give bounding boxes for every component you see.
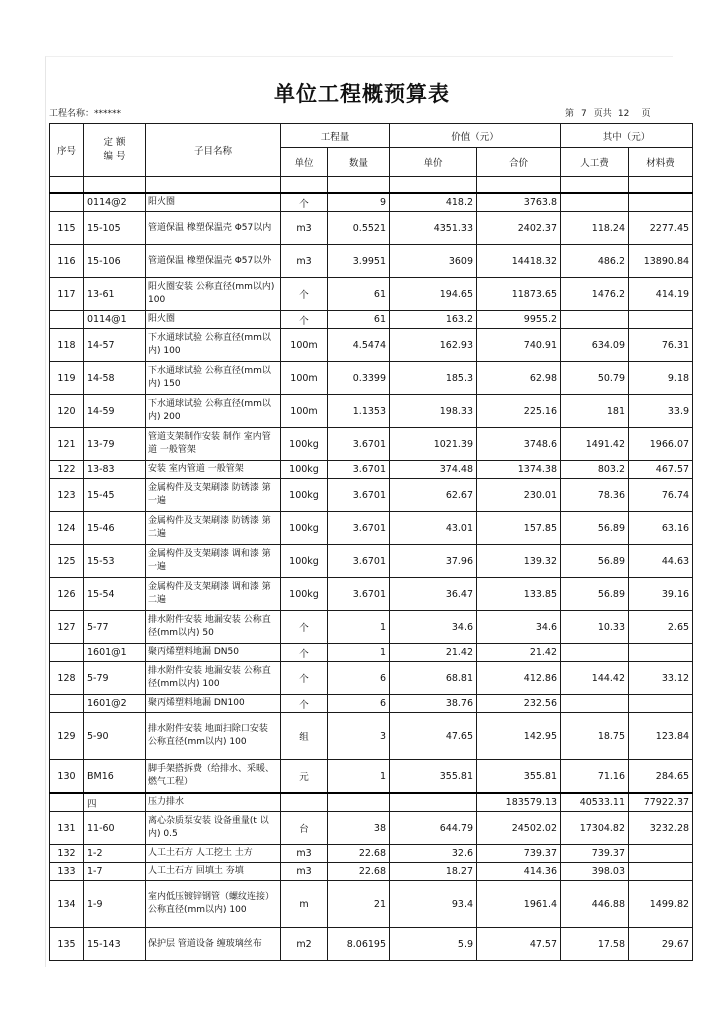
cell-unit: m3: [281, 212, 328, 245]
cell-code: 11-60: [84, 812, 146, 845]
cell-total: 739.37: [477, 845, 561, 863]
cell-seq: [50, 793, 84, 812]
header-value-group: 价值（元）: [390, 124, 561, 148]
cell-code: 13-61: [84, 278, 146, 311]
cell-material: [629, 193, 693, 212]
cell-code: 5-90: [84, 713, 146, 760]
cell-code: 四: [84, 793, 146, 812]
cell-seq: 128: [50, 662, 84, 695]
table-row: [50, 212, 693, 245]
cell-material: 33.12: [629, 662, 693, 695]
table-row: [50, 177, 693, 194]
cell-name: 管道保温 橡塑保温壳 Φ57以外: [146, 245, 281, 278]
cell-qty: 1: [328, 760, 390, 794]
cell-code: 15-46: [84, 512, 146, 545]
cell-unit: 个: [281, 695, 328, 713]
cell-total: 133.85: [477, 578, 561, 611]
cell-unit-price: 62.67: [390, 479, 477, 512]
cell-unit: 100m: [281, 329, 328, 362]
cell-material: 76.31: [629, 329, 693, 362]
cell-material: 284.65: [629, 760, 693, 794]
table-row: [50, 329, 693, 362]
cell-unit-price: 4351.33: [390, 212, 477, 245]
cell-code: 0114@2: [84, 193, 146, 212]
cell-qty: 0.3399: [328, 362, 390, 395]
cell-unit-price: 355.81: [390, 760, 477, 794]
cell-material: 77922.37: [629, 793, 693, 812]
cell-name: 金属构件及支架刷漆 防锈漆 第一遍: [146, 479, 281, 512]
cell-qty: 6: [328, 662, 390, 695]
cell-name: 保护层 管道设备 缠玻璃丝布: [146, 928, 281, 961]
cell-unit: 组: [281, 713, 328, 760]
cell-code: 15-106: [84, 245, 146, 278]
cell-unit-price: 32.6: [390, 845, 477, 863]
cell-unit-price: 37.96: [390, 545, 477, 578]
cell-seq: 134: [50, 881, 84, 928]
cell-unit: 个: [281, 278, 328, 311]
cell-total: 21.42: [477, 644, 561, 662]
cell-labor: 144.42: [561, 662, 629, 695]
header-labor: 人工费: [561, 148, 629, 177]
cell-seq: 125: [50, 545, 84, 578]
cell-code: 15-143: [84, 928, 146, 961]
cell-qty: 1: [328, 644, 390, 662]
cell-unit-price: 36.47: [390, 578, 477, 611]
cell-total: 11873.65: [477, 278, 561, 311]
cell-code: 15-45: [84, 479, 146, 512]
cell-total: 2402.37: [477, 212, 561, 245]
cell-unit-price: 374.48: [390, 461, 477, 479]
cell-unit-price: 185.3: [390, 362, 477, 395]
cell-total: 62.98: [477, 362, 561, 395]
header-among-group: 其中（元）: [561, 124, 693, 148]
header-unit: 单位: [281, 148, 328, 177]
cell-unit: 台: [281, 812, 328, 845]
cell-code: 13-79: [84, 428, 146, 461]
cell-unit-price: 644.79: [390, 812, 477, 845]
cell-total: [477, 177, 561, 194]
cell-code: 13-83: [84, 461, 146, 479]
cell-seq: 118: [50, 329, 84, 362]
cell-material: [629, 695, 693, 713]
cell-qty: 38: [328, 812, 390, 845]
cell-unit: [281, 177, 328, 194]
cell-total: 139.32: [477, 545, 561, 578]
project-name-label: 工程名称：******: [49, 109, 122, 119]
cell-unit-price: 68.81: [390, 662, 477, 695]
cell-labor: 40533.11: [561, 793, 629, 812]
table-row: [50, 662, 693, 695]
cell-unit-price: 5.9: [390, 928, 477, 961]
cell-unit: 个: [281, 662, 328, 695]
cell-code: 1601@2: [84, 695, 146, 713]
cell-code: BM16: [84, 760, 146, 794]
table-row: [50, 245, 693, 278]
cell-material: 76.74: [629, 479, 693, 512]
cell-qty: 61: [328, 278, 390, 311]
cell-labor: 18.75: [561, 713, 629, 760]
cell-unit-price: 38.76: [390, 695, 477, 713]
cell-unit: 100m: [281, 395, 328, 428]
cell-qty: 0.5521: [328, 212, 390, 245]
cell-qty: 4.5474: [328, 329, 390, 362]
cell-code: 1-9: [84, 881, 146, 928]
page-label-prefix: 第: [565, 109, 575, 119]
cell-qty: 3.6701: [328, 479, 390, 512]
table-row: [50, 793, 693, 812]
cell-material: 2.65: [629, 611, 693, 644]
cell-unit: 100kg: [281, 578, 328, 611]
cell-seq: [50, 695, 84, 713]
cell-total: 225.16: [477, 395, 561, 428]
table-row: [50, 545, 693, 578]
header-qty: 数量: [328, 148, 390, 177]
table-row: [50, 278, 693, 311]
cell-unit: 100m: [281, 362, 328, 395]
cell-labor: 10.33: [561, 611, 629, 644]
cell-seq: 116: [50, 245, 84, 278]
cell-unit: m: [281, 881, 328, 928]
cell-qty: 1.1353: [328, 395, 390, 428]
cell-name: 下水通球试验 公称直径(mm以内) 100: [146, 329, 281, 362]
cell-name: 聚丙烯塑料地漏 DN50: [146, 644, 281, 662]
cell-unit-price: 47.65: [390, 713, 477, 760]
cell-labor: 56.89: [561, 545, 629, 578]
cell-unit-price: 163.2: [390, 311, 477, 329]
table-row: [50, 428, 693, 461]
table-row: [50, 395, 693, 428]
cell-labor: 17.58: [561, 928, 629, 961]
page-label-mid: 页共: [593, 109, 612, 119]
cell-unit: 个: [281, 611, 328, 644]
table-row: [50, 512, 693, 545]
page-total: 12: [617, 109, 630, 119]
table-row: [50, 863, 693, 881]
cell-unit: [281, 793, 328, 812]
cell-material: 123.84: [629, 713, 693, 760]
cell-seq: 135: [50, 928, 84, 961]
cell-unit: m3: [281, 845, 328, 863]
cell-seq: 117: [50, 278, 84, 311]
cell-labor: 56.89: [561, 512, 629, 545]
cell-name: 阳火圈: [146, 311, 281, 329]
cell-name: 金属构件及支架刷漆 防锈漆 第二遍: [146, 512, 281, 545]
cell-seq: 133: [50, 863, 84, 881]
cell-labor: [561, 311, 629, 329]
cell-name: 排水附件安装 地漏安装 公称直径(mm以内) 50: [146, 611, 281, 644]
header-row-1: [50, 124, 693, 148]
cell-qty: 3.6701: [328, 512, 390, 545]
cell-qty: 3.6701: [328, 428, 390, 461]
cell-name: 管道支架制作安装 制作 室内管道 一般管架: [146, 428, 281, 461]
cell-material: 3232.28: [629, 812, 693, 845]
cell-name: 阳火圈: [146, 193, 281, 212]
cell-seq: 123: [50, 479, 84, 512]
cell-unit-price: 194.65: [390, 278, 477, 311]
cell-seq: 122: [50, 461, 84, 479]
cell-labor: 446.88: [561, 881, 629, 928]
cell-labor: [561, 695, 629, 713]
cell-seq: 131: [50, 812, 84, 845]
cell-qty: 22.68: [328, 845, 390, 863]
cell-total: 3748.6: [477, 428, 561, 461]
cell-material: 1966.07: [629, 428, 693, 461]
cell-code: 14-58: [84, 362, 146, 395]
cell-unit: 100kg: [281, 512, 328, 545]
cell-code: 1601@1: [84, 644, 146, 662]
cell-unit: 个: [281, 311, 328, 329]
cell-seq: [50, 193, 84, 212]
table-row: [50, 760, 693, 794]
cell-total: 230.01: [477, 479, 561, 512]
table-row: [50, 845, 693, 863]
cell-name: 下水通球试验 公称直径(mm以内) 200: [146, 395, 281, 428]
cell-total: 9955.2: [477, 311, 561, 329]
table-row: [50, 578, 693, 611]
table-row: [50, 644, 693, 662]
table-row: [50, 928, 693, 961]
cell-material: 29.67: [629, 928, 693, 961]
table-row: [50, 479, 693, 512]
cell-unit-price: 18.27: [390, 863, 477, 881]
cell-name: 人工土石方 回填土 夯填: [146, 863, 281, 881]
cell-total: 412.86: [477, 662, 561, 695]
cell-labor: 56.89: [561, 578, 629, 611]
cell-qty: 3.6701: [328, 545, 390, 578]
cell-qty: 3.6701: [328, 461, 390, 479]
cell-seq: [50, 177, 84, 194]
cell-labor: 1491.42: [561, 428, 629, 461]
cell-code: [84, 177, 146, 194]
cell-unit-price: 3609: [390, 245, 477, 278]
cell-code: 14-59: [84, 395, 146, 428]
cell-code: 15-53: [84, 545, 146, 578]
cell-seq: 120: [50, 395, 84, 428]
table-row: [50, 362, 693, 395]
cell-material: [629, 177, 693, 194]
cell-total: 355.81: [477, 760, 561, 794]
cell-code: 5-77: [84, 611, 146, 644]
cell-total: 157.85: [477, 512, 561, 545]
cell-labor: 1476.2: [561, 278, 629, 311]
cell-qty: 22.68: [328, 863, 390, 881]
document-title: 单位工程概预算表: [274, 82, 450, 106]
cell-total: 740.91: [477, 329, 561, 362]
cell-name: 室内低压镀锌钢管（螺纹连接）公称直径(mm以内) 100: [146, 881, 281, 928]
cell-qty: 3.9951: [328, 245, 390, 278]
page-label-suffix: 页: [641, 109, 651, 119]
cell-name: 金属构件及支架刷漆 调和漆 第一遍: [146, 545, 281, 578]
cell-name: 安装 室内管道 一般管架: [146, 461, 281, 479]
cell-labor: 803.2: [561, 461, 629, 479]
cell-code: 1-7: [84, 863, 146, 881]
cell-unit: 100kg: [281, 479, 328, 512]
cell-material: 63.16: [629, 512, 693, 545]
cell-labor: 118.24: [561, 212, 629, 245]
cell-code: 1-2: [84, 845, 146, 863]
table-row: [50, 611, 693, 644]
cell-name: [146, 177, 281, 194]
cell-unit-price: 162.93: [390, 329, 477, 362]
cell-name: 人工土石方 人工挖土 土方: [146, 845, 281, 863]
cell-unit-price: 34.6: [390, 611, 477, 644]
header-material: 材料费: [629, 148, 693, 177]
cell-unit-price: [390, 793, 477, 812]
cell-unit: 个: [281, 644, 328, 662]
cell-code: 14-57: [84, 329, 146, 362]
cell-labor: [561, 193, 629, 212]
cell-unit-price: 93.4: [390, 881, 477, 928]
header-total: 合价: [477, 148, 561, 177]
cell-unit: 元: [281, 760, 328, 794]
header-code: 定 额 编 号: [84, 124, 146, 177]
page-indicator: [565, 106, 651, 119]
table-row: [50, 461, 693, 479]
cell-qty: [328, 793, 390, 812]
cell-name: 离心杂质泵安装 设备重量(t 以内) 0.5: [146, 812, 281, 845]
cell-qty: [328, 177, 390, 194]
cell-total: 3763.8: [477, 193, 561, 212]
cell-seq: 115: [50, 212, 84, 245]
cell-unit: m3: [281, 245, 328, 278]
cell-labor: 181: [561, 395, 629, 428]
cell-material: 33.9: [629, 395, 693, 428]
cell-total: 414.36: [477, 863, 561, 881]
cell-material: 467.57: [629, 461, 693, 479]
cell-total: 47.57: [477, 928, 561, 961]
cell-code: 15-105: [84, 212, 146, 245]
cell-total: 232.56: [477, 695, 561, 713]
cell-material: [629, 845, 693, 863]
cell-material: 414.19: [629, 278, 693, 311]
cell-qty: 61: [328, 311, 390, 329]
cell-seq: 124: [50, 512, 84, 545]
cell-labor: 17304.82: [561, 812, 629, 845]
cell-seq: [50, 311, 84, 329]
cell-total: 34.6: [477, 611, 561, 644]
cell-material: 2277.45: [629, 212, 693, 245]
cell-total: 24502.02: [477, 812, 561, 845]
cell-labor: 50.79: [561, 362, 629, 395]
cell-unit: 个: [281, 193, 328, 212]
cell-code: 5-79: [84, 662, 146, 695]
cell-code: 0114@1: [84, 311, 146, 329]
cell-unit-price: 418.2: [390, 193, 477, 212]
table-row: [50, 812, 693, 845]
cell-material: [629, 644, 693, 662]
cell-name: 脚手架搭拆费（给排水、采暖、燃气工程）: [146, 760, 281, 794]
cell-material: [629, 311, 693, 329]
cell-name: 阳火圈安装 公称直径(mm以内) 100: [146, 278, 281, 311]
cell-name: 压力排水: [146, 793, 281, 812]
cell-seq: 130: [50, 760, 84, 794]
cell-seq: [50, 644, 84, 662]
cell-qty: 9: [328, 193, 390, 212]
cell-qty: 8.06195: [328, 928, 390, 961]
cell-qty: 3: [328, 713, 390, 760]
cell-qty: 21: [328, 881, 390, 928]
cell-name: 排水附件安装 地面扫除口安装 公称直径(mm以内) 100: [146, 713, 281, 760]
cell-labor: 486.2: [561, 245, 629, 278]
cell-qty: 1: [328, 611, 390, 644]
table-row: [50, 193, 693, 212]
cell-seq: 127: [50, 611, 84, 644]
cell-total: 183579.13: [477, 793, 561, 812]
cell-seq: 126: [50, 578, 84, 611]
table-row: [50, 695, 693, 713]
cell-qty: 3.6701: [328, 578, 390, 611]
page-current: 7: [581, 109, 587, 119]
header-seq: 序号: [50, 124, 84, 177]
cell-labor: 739.37: [561, 845, 629, 863]
cell-labor: 398.03: [561, 863, 629, 881]
cell-material: 44.63: [629, 545, 693, 578]
cell-name: 管道保温 橡塑保温壳 Φ57以内: [146, 212, 281, 245]
cell-unit-price: [390, 177, 477, 194]
cell-material: 13890.84: [629, 245, 693, 278]
cell-labor: [561, 644, 629, 662]
cell-seq: 119: [50, 362, 84, 395]
table-row: [50, 311, 693, 329]
cell-unit: 100kg: [281, 428, 328, 461]
table-row: [50, 713, 693, 760]
cell-labor: [561, 177, 629, 194]
header-name: 子目名称: [146, 124, 281, 177]
cell-unit-price: 198.33: [390, 395, 477, 428]
cell-qty: 6: [328, 695, 390, 713]
cell-material: 39.16: [629, 578, 693, 611]
cell-unit-price: 1021.39: [390, 428, 477, 461]
cell-seq: 132: [50, 845, 84, 863]
cell-total: 142.95: [477, 713, 561, 760]
header-unit-price: 单价: [390, 148, 477, 177]
cell-total: 14418.32: [477, 245, 561, 278]
cell-material: 1499.82: [629, 881, 693, 928]
cell-unit: 100kg: [281, 545, 328, 578]
table-row: [50, 881, 693, 928]
header-quantity-group: 工程量: [281, 124, 390, 148]
estimate-table: [49, 123, 693, 961]
cell-name: 排水附件安装 地漏安装 公称直径(mm以内) 100: [146, 662, 281, 695]
cell-total: 1374.38: [477, 461, 561, 479]
cell-material: 9.18: [629, 362, 693, 395]
cell-seq: 121: [50, 428, 84, 461]
cell-unit-price: 21.42: [390, 644, 477, 662]
cell-total: 1961.4: [477, 881, 561, 928]
cell-unit: 100kg: [281, 461, 328, 479]
cell-unit-price: 43.01: [390, 512, 477, 545]
cell-unit: m3: [281, 863, 328, 881]
cell-code: 15-54: [84, 578, 146, 611]
table-body: [50, 177, 693, 961]
cell-name: 聚丙烯塑料地漏 DN100: [146, 695, 281, 713]
cell-material: [629, 863, 693, 881]
cell-unit: m2: [281, 928, 328, 961]
cell-name: 金属构件及支架刷漆 调和漆 第二遍: [146, 578, 281, 611]
cell-labor: 78.36: [561, 479, 629, 512]
cell-name: 下水通球试验 公称直径(mm以内) 150: [146, 362, 281, 395]
cell-labor: 71.16: [561, 760, 629, 794]
cell-seq: 129: [50, 713, 84, 760]
cell-labor: 634.09: [561, 329, 629, 362]
